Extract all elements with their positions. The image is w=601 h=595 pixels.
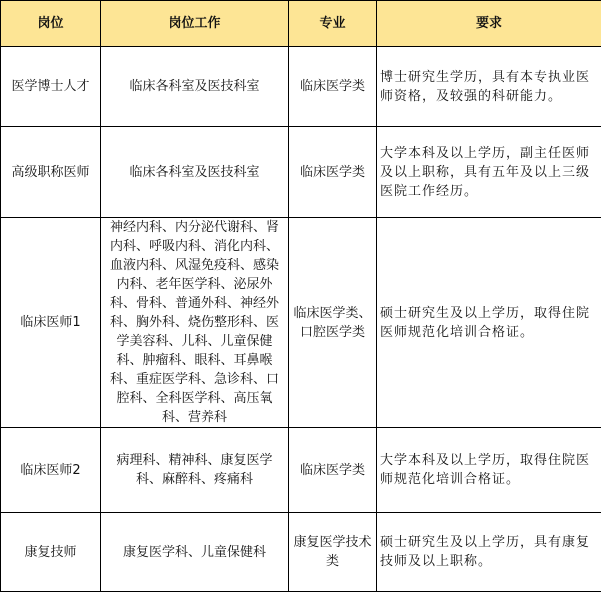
table-row <box>1 127 601 218</box>
header-major: 专业 <box>289 1 377 47</box>
cell-work: 神经内科、内分泌代谢科、肾内科、呼吸内科、消化内科、血液内科、风湿免疫科、感染内科、老年医学科、泌尿外科、骨科、普通外科、神经外科、胸外科、烧伤整形科、医学美容科、儿科、儿童保健科、肿瘤科、眼科、耳鼻喉科、重症医学科、急诊科、口腔科、全科医学科、高压氧科、营养科 <box>101 218 289 428</box>
table-row <box>1 428 601 513</box>
cell-requirement: 大学本科及以上学历，副主任医师及以上职称，具有五年及以上三级医院工作经历。 <box>377 127 601 218</box>
cell-requirement: 博士研究生学历，具有本专执业医师资格，及较强的科研能力。 <box>377 47 601 127</box>
cell-requirement: 大学本科及以上学历，取得住院医师规范化培训合格证。 <box>377 428 601 513</box>
header-row <box>1 1 601 47</box>
cell-position: 医学博士人才 <box>1 47 101 127</box>
cell-position: 康复技师 <box>1 513 101 592</box>
cell-major: 临床医学类 <box>289 428 377 513</box>
cell-work: 病理科、精神科、康复医学科、麻醉科、疼痛科 <box>101 428 289 513</box>
header-requirement: 要求 <box>377 1 601 47</box>
table-row <box>1 513 601 592</box>
cell-work: 临床各科室及医技科室 <box>101 47 289 127</box>
cell-work: 临床各科室及医技科室 <box>101 127 289 218</box>
cell-position: 临床医师1 <box>1 218 101 428</box>
cell-position: 临床医师2 <box>1 428 101 513</box>
cell-work: 康复医学科、儿童保健科 <box>101 513 289 592</box>
cell-requirement: 硕士研究生及以上学历，具有康复技师及以上职称。 <box>377 513 601 592</box>
cell-position: 高级职称医师 <box>1 127 101 218</box>
cell-major: 临床医学类 <box>289 127 377 218</box>
cell-major: 临床医学类、口腔医学类 <box>289 218 377 428</box>
header-work: 岗位工作 <box>101 1 289 47</box>
table-row <box>1 47 601 127</box>
table-row <box>1 218 601 428</box>
cell-major: 临床医学类 <box>289 47 377 127</box>
cell-requirement: 硕士研究生及以上学历，取得住院医师规范化培训合格证。 <box>377 218 601 428</box>
cell-major: 康复医学技术类 <box>289 513 377 592</box>
header-position: 岗位 <box>1 1 101 47</box>
